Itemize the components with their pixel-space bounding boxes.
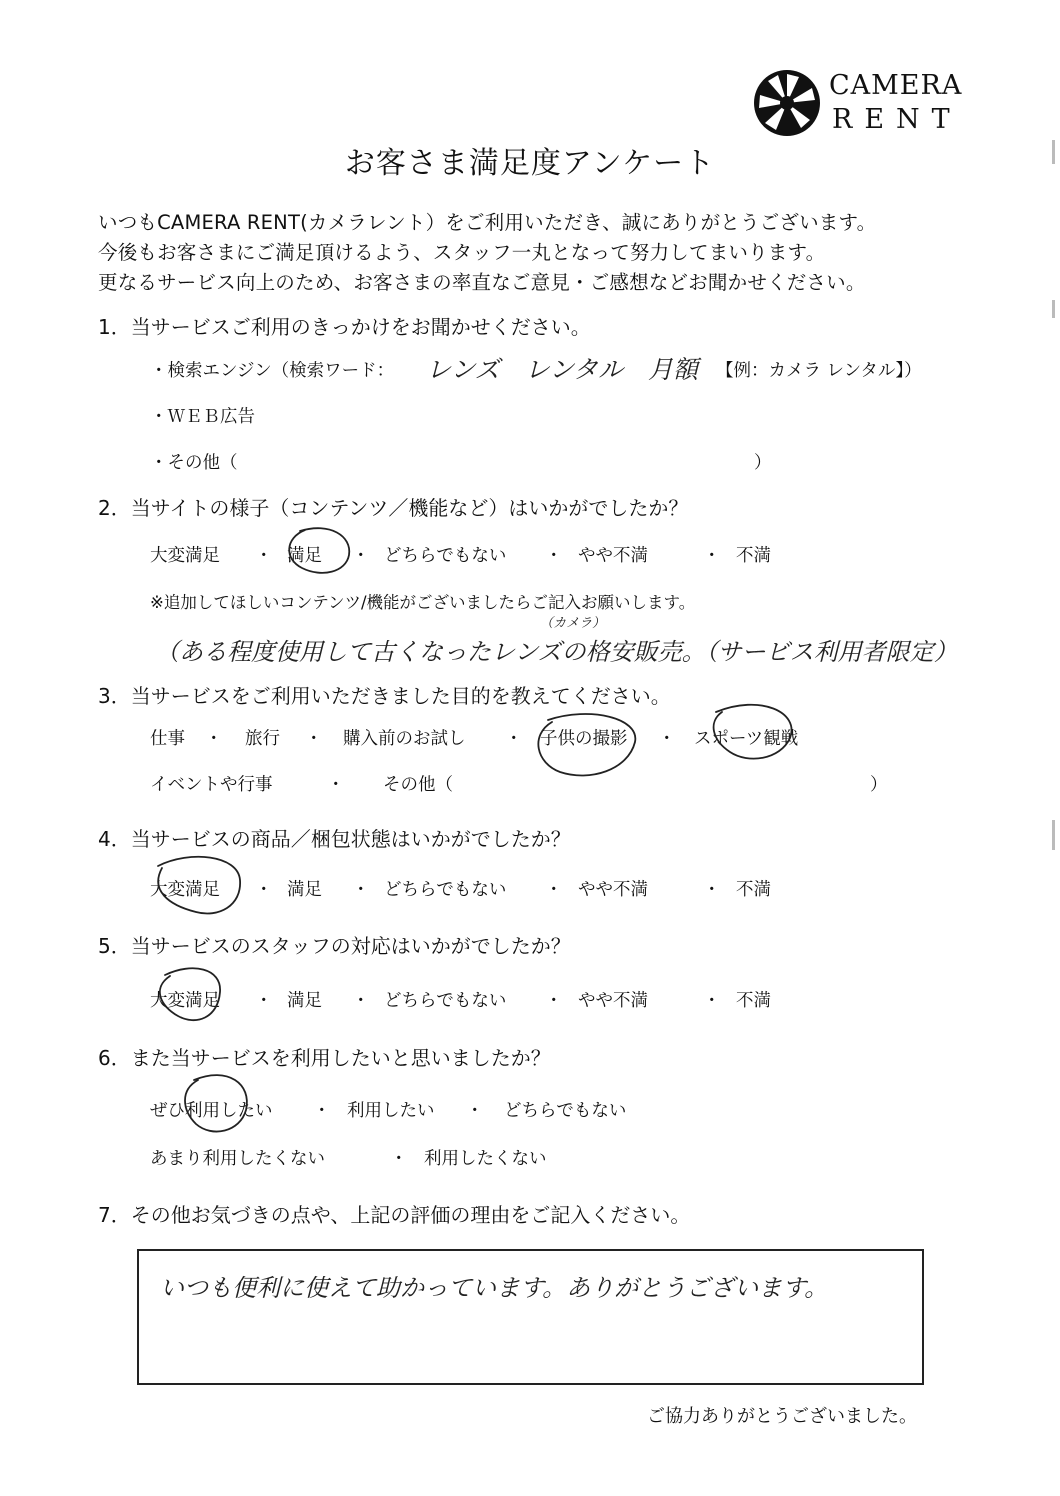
- q4-selection-circle: [158, 857, 240, 914]
- question-3: 3．当サービスをご利用いただきました目的を教えてください。: [98, 684, 671, 708]
- q5-option-dissatisfied: 不満: [736, 991, 771, 1011]
- logo-text-camera: CAMERA: [829, 70, 963, 101]
- q5-separator: ・: [545, 991, 563, 1011]
- q6-option-no: 利用したくない: [424, 1149, 547, 1169]
- question-7: 7．その他お気づきの点や、上記の評価の理由をご記入ください。: [98, 1203, 691, 1227]
- q3-separator: ・: [305, 729, 323, 749]
- q1-search-example: 【例：カメラ レンタル】）: [716, 361, 922, 381]
- q2-option-slightly-dissatisfied: やや不満: [578, 546, 648, 566]
- scan-noise: [1052, 820, 1055, 850]
- q3-option-events: イベントや行事: [150, 775, 273, 795]
- question-6: 6．また当サービスを利用したいと思いましたか？: [98, 1046, 551, 1070]
- q3-selection-circle-sports: [714, 705, 792, 759]
- q2-separator: ・: [352, 546, 370, 566]
- q3-separator: ・: [205, 729, 223, 749]
- q5-option-satisfied: 満足: [287, 991, 322, 1011]
- logo-text-rent: RENT: [832, 104, 962, 135]
- question-2: 2．当サイトの様子（コンテンツ／機能など）はいかがでしたか？: [98, 496, 689, 520]
- q1-other-label: ・その他（: [150, 453, 238, 473]
- q4-option-slightly-dissatisfied: やや不満: [578, 880, 648, 900]
- q5-option-very-satisfied: 大変満足: [150, 991, 220, 1011]
- q2-separator: ・: [703, 546, 721, 566]
- q2-separator: ・: [255, 546, 273, 566]
- q2-answer: （ある程度使用して古くなったレンズの格安販売。（サービス利用者限定）: [155, 638, 958, 666]
- q3-option-other: その他（: [383, 775, 453, 795]
- q3-selection-circle-children: [538, 714, 635, 775]
- intro-line-2: 今後もお客さまにご満足頂けるよう、スタッフ一丸となって努力してまいります。: [98, 241, 826, 264]
- q2-option-satisfied: 満足: [287, 546, 322, 566]
- q3-option-travel: 旅行: [245, 729, 280, 749]
- intro-line-3: 更なるサービス向上のため、お客さまの率直なご意見・ご感想などお聞かせください。: [98, 271, 866, 294]
- q5-separator: ・: [703, 991, 721, 1011]
- q3-option-trial: 購入前のお試し: [343, 729, 466, 749]
- q4-separator: ・: [352, 880, 370, 900]
- q2-selection-circle: [289, 528, 349, 573]
- q6-separator: ・: [466, 1101, 484, 1121]
- q6-option-yes: 利用したい: [347, 1101, 435, 1121]
- q3-separator: ・: [327, 775, 345, 795]
- q2-note: ※追加してほしいコンテンツ/機能がございましたらご記入お願いします。: [150, 593, 696, 612]
- q3-option-children: 子供の撮影: [540, 729, 628, 749]
- q7-answer: いつも便利に使えて助かっています。ありがとうございます。: [160, 1274, 829, 1302]
- q2-option-neutral: どちらでもない: [384, 546, 507, 566]
- q6-option-not-really: あまり利用したくない: [150, 1149, 325, 1169]
- q4-option-very-satisfied: 大変満足: [150, 880, 220, 900]
- q5-option-neutral: どちらでもない: [384, 991, 507, 1011]
- q6-selection-circle: [185, 1075, 247, 1131]
- q4-separator: ・: [545, 880, 563, 900]
- question-4: 4．当サービスの商品／梱包状態はいかがでしたか？: [98, 827, 571, 851]
- q6-separator: ・: [390, 1149, 408, 1169]
- q1-search-answer: レンズ レンタル 月額: [426, 355, 699, 384]
- intro-line-1: いつもCAMERA RENT(カメラレント）をご利用いただき、誠にありがとうございます。: [98, 211, 877, 234]
- q6-option-definitely: ぜひ利用したい: [150, 1101, 273, 1121]
- q3-option-work: 仕事: [150, 729, 185, 749]
- q1-search-label: ・検索エンジン（検索ワード：: [150, 361, 395, 381]
- q3-option-sports: スポーツ観戦: [694, 729, 799, 749]
- q3-separator: ・: [505, 729, 523, 749]
- q5-separator: ・: [255, 991, 273, 1011]
- q6-separator: ・: [313, 1101, 331, 1121]
- q3-separator: ・: [658, 729, 676, 749]
- page-title: お客さま満足度アンケート: [344, 146, 716, 181]
- q2-option-very-satisfied: 大変満足: [150, 546, 220, 566]
- q5-separator: ・: [352, 991, 370, 1011]
- q4-option-dissatisfied: 不満: [736, 880, 771, 900]
- q2-answer-annotation: （カメラ）: [540, 616, 606, 631]
- q4-option-neutral: どちらでもない: [384, 880, 507, 900]
- q2-option-dissatisfied: 不満: [736, 546, 771, 566]
- q6-option-neutral: どちらでもない: [504, 1101, 627, 1121]
- q3-other-close: ）: [870, 775, 888, 795]
- q1-web-ad: ・ＷＥＢ広告: [150, 407, 255, 427]
- q4-option-satisfied: 満足: [287, 880, 322, 900]
- q2-separator: ・: [545, 546, 563, 566]
- question-5: 5．当サービスのスタッフの対応はいかがでしたか？: [98, 934, 571, 958]
- thanks-text: ご協力ありがとうございました。: [647, 1406, 917, 1427]
- q5-option-slightly-dissatisfied: やや不満: [578, 991, 648, 1011]
- scan-noise: [1052, 300, 1055, 318]
- question-1: 1．当サービスご利用のきっかけをお聞かせください。: [98, 315, 591, 339]
- q1-other-close: ）: [754, 453, 772, 473]
- q4-separator: ・: [703, 880, 721, 900]
- q5-selection-circle: [160, 968, 220, 1020]
- q4-separator: ・: [255, 880, 273, 900]
- scan-noise: [1052, 140, 1055, 164]
